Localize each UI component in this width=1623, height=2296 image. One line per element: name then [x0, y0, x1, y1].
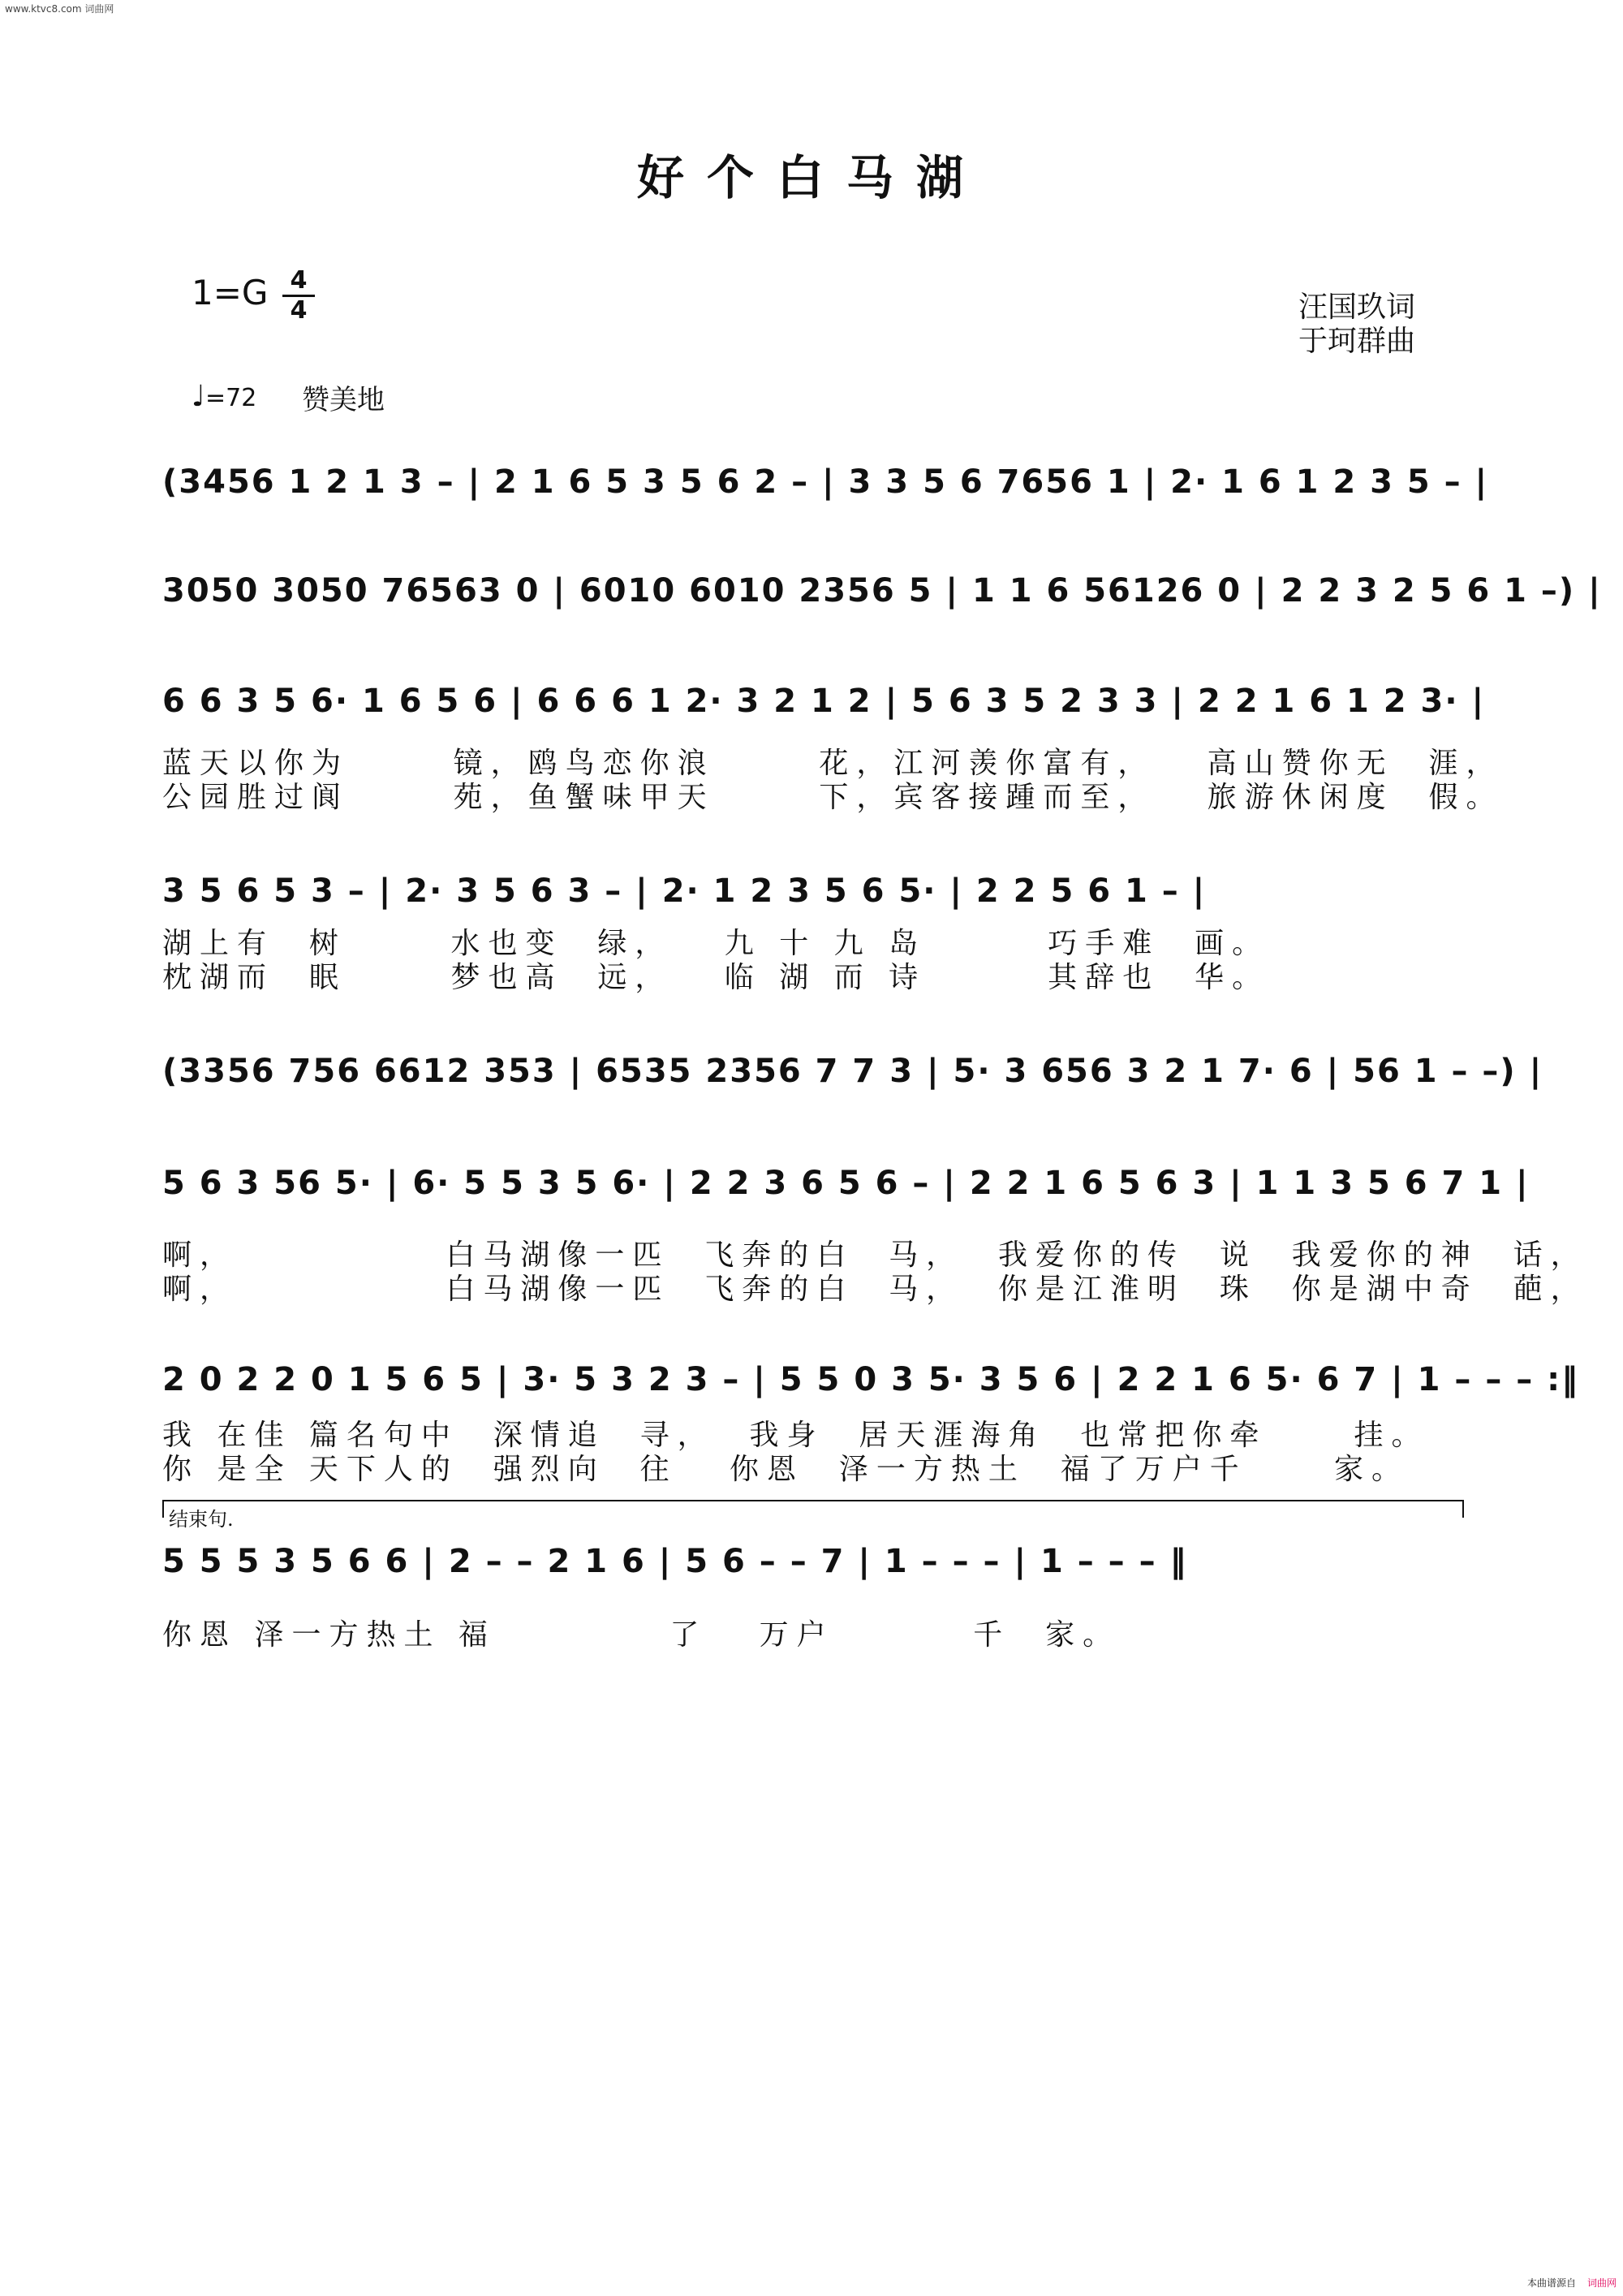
staff-8: [162, 1532, 1477, 1591]
lyric-line: 公园胜过阆 苑，鱼蟹味甲天 下，宾客接踵而至， 旅游休闲度 假。: [162, 781, 1504, 814]
staff-6: [162, 1154, 1530, 1213]
time-signature: [282, 268, 315, 324]
staff-2: [162, 562, 1602, 620]
footer-brand: 词曲网: [1586, 2277, 1617, 2289]
expression-marking: 赞美地: [302, 384, 385, 416]
quarter-note-icon: ♩: [192, 380, 205, 413]
ending-label: 结束句.: [169, 1508, 234, 1531]
staff-notes: 3050 3050 76563 0 | 6010 6010 2356 5 | 1 1 6 56126 0 | 2 2 3 2 5 6 1 –) |: [162, 572, 1602, 610]
composer-credit: 于珂群曲: [1298, 325, 1416, 358]
staff-notes: 3 5 6 5 3 – | 2· 3 5 6 3 – | 2· 1 2 3 5 6 5· | 2 2 5 6 1 – |: [162, 872, 1207, 910]
tempo-marking: [192, 380, 256, 413]
lyric-line: 你 是全 天下人的 强烈向 往 你恩 泽一方热土 福了万户千 家。: [162, 1453, 1409, 1486]
lyric-line: 啊， 白马湖像一匹 飞奔的白 马， 你是江淮明 珠 你是湖中奇 葩，: [162, 1273, 1588, 1306]
staff-notes: (3456 1 2 1 3 – | 2 1 6 5 3 5 6 2 – | 3 3 5 6 7656 1 | 2· 1 6 1 2 3 5 – |: [162, 463, 1489, 501]
staff-notes: 5 5 5 3 5 6 6 | 2 – – 2 1 6 | 5 6 – – 7 | 1 – – – | 1 – – – ‖: [162, 1543, 1188, 1580]
staff-4: [162, 862, 1477, 920]
song-title: 好个白马湖: [636, 150, 986, 205]
staff-notes: 2 0 2 2 0 1 5 6 5 | 3· 5 3 2 3 – | 5 5 0 3 5· 3 5 6 | 2 2 1 6 5· 6 7 | 1 – – – :‖: [162, 1361, 1580, 1398]
tempo-value: =72: [204, 384, 257, 412]
staff-notes: 6 6 3 5 6· 1 6 5 6 | 6 6 6 1 2· 3 2 1 2 | 5 6 3 5 2 3 3 | 2 2 1 6 1 2 3· |: [162, 683, 1486, 720]
meter-top: 4: [290, 266, 308, 295]
meter-bottom: 4: [290, 296, 308, 325]
staff-notes: (3356 756 6612 353 | 6535 2356 7 7 3 | 5· 3 656 3 2 1 7· 6 | 56 1 – –) |: [162, 1053, 1543, 1090]
staff-3: [162, 672, 1486, 730]
staff-7: [162, 1350, 1580, 1409]
ending-bracket: [162, 1500, 1464, 1518]
key-signature: 1=G: [192, 273, 269, 312]
footer-source: 本曲谱源自: [1526, 2277, 1576, 2289]
lyricist-credit: 汪国玖词: [1298, 291, 1416, 324]
lyric-line: 我 在佳 篇名句中 深情追 寻， 我身 居天涯海角 也常把你牵 挂。: [162, 1419, 1429, 1452]
lyric-line: 你恩 泽一方热土 福 了 万户 千 家。: [162, 1618, 1121, 1652]
lyric-line: 啊， 白马湖像一匹 飞奔的白 马， 我爱你的传 说 我爱你的神 话，: [162, 1238, 1588, 1272]
site-watermark: www.ktvc8.com 词曲网: [5, 3, 114, 15]
lyric-line: 湖上有 树 水也变 绿， 九 十 九 岛 巧手难 画。: [162, 927, 1270, 960]
lyric-line: 蓝天以你为 镜，鸥鸟恋你浪 花，江河羡你富有， 高山赞你无 涯，: [162, 747, 1504, 780]
staff-notes: 5 6 3 56 5· | 6· 5 5 3 5 6· | 2 2 3 6 5 6 – | 2 2 1 6 5 6 3 | 1 1 3 5 6 7 1 |: [162, 1165, 1530, 1202]
staff-1: [162, 453, 1489, 511]
staff-5: [162, 1042, 1543, 1101]
lyric-line: 枕湖而 眠 梦也高 远， 临 湖 而 诗 其辞也 华。: [162, 961, 1270, 994]
